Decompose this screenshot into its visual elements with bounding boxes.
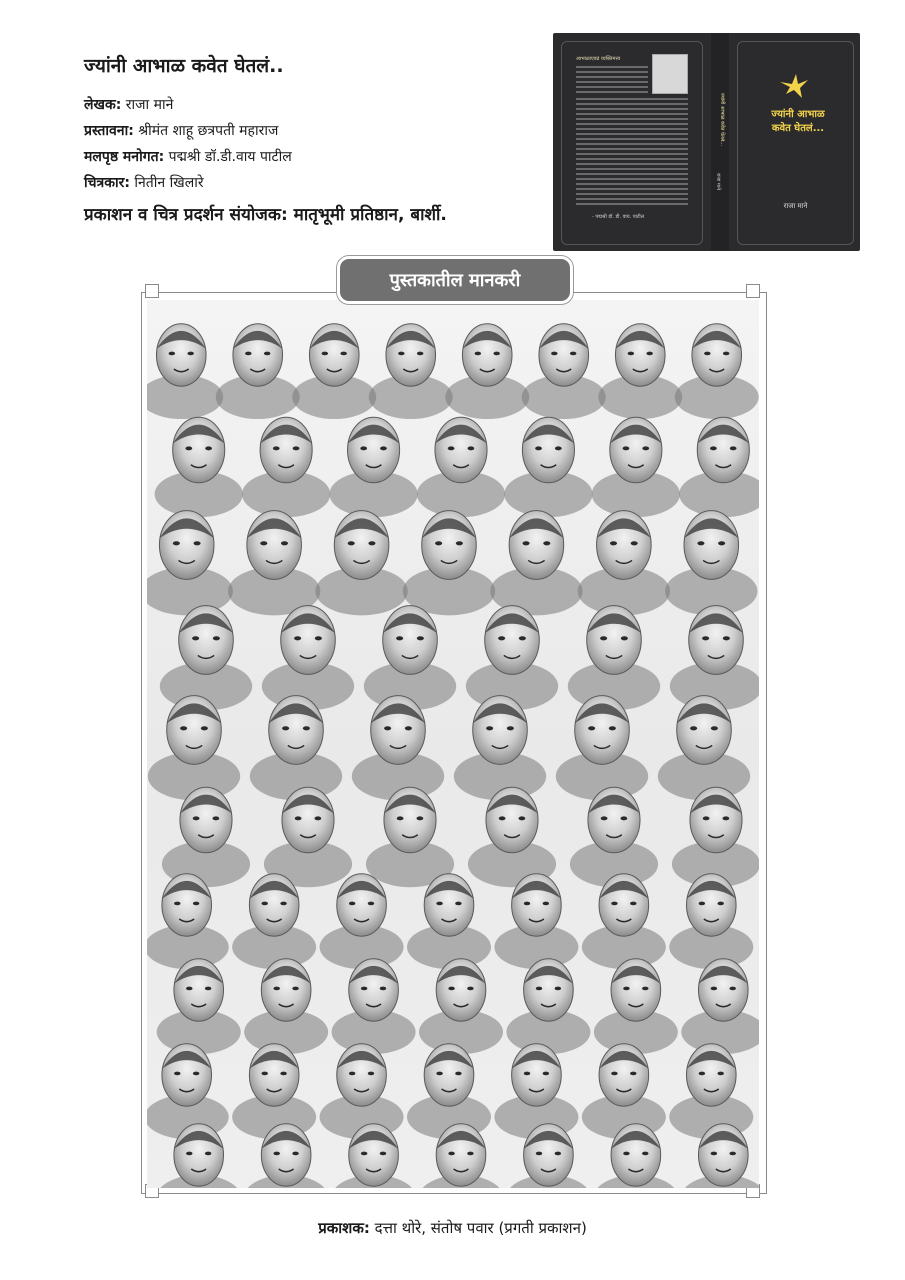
portrait-eye [642,1152,648,1156]
portrait-eye [340,352,346,356]
portrait-eye [303,726,310,730]
portrait-eye [245,352,251,356]
portrait-eye [467,1152,473,1156]
portrait-eye [468,446,475,450]
footer-value: दत्ता थोरे, संतोष पवार (प्रगती प्रकाशन) [374,1219,587,1237]
portrait-eye [174,1072,180,1076]
portrait-eye [349,1072,355,1076]
portrait-eye [718,541,725,545]
portrait-eye [213,636,220,640]
book-credits [84,52,554,225]
portrait-eye [555,446,562,450]
portrait-eye [519,816,526,820]
cover-back-panel [561,41,703,245]
portrait-eye [642,446,649,450]
book-cover-image [553,33,860,251]
section-title: पुस्तकातील मानकरी [337,256,573,304]
portrait-eye [180,726,187,730]
portrait-eye [368,902,374,906]
credit-value: राजा माने [125,97,174,113]
portrait-eye [507,726,514,730]
front-author: राजा माने [783,202,808,210]
portrait-eye [697,541,704,545]
portrait-eye [543,1072,549,1076]
portrait-eye [729,987,735,991]
portrait-eye [348,541,355,545]
credit-label: प्रस्तावना: [84,123,134,139]
portrait-eye [499,816,506,820]
portrait-eye [380,1152,386,1156]
portrait-eye [295,816,302,820]
portrait-eye [315,636,322,640]
credit-author [84,92,554,118]
portrait-eye [186,987,192,991]
portrait-eye [555,1152,561,1156]
portrait-eye [630,902,636,906]
portrait-eye [368,541,375,545]
credit-illustrator [84,170,554,196]
portrait-eye [600,636,607,640]
back-text-lines [576,66,648,96]
portrait-faces [147,324,759,1188]
portrait-eye [609,726,616,730]
credit-value: नितीन खिलारे [134,175,204,191]
portrait-eye [621,636,628,640]
portrait-eye [322,352,328,356]
back-heading: आभाळाएवढं व्यक्तिमत्त्व [576,56,621,62]
author-photo [652,54,688,94]
spine-author: राजा माने [715,173,721,190]
credit-label: चित्रकार: [84,175,130,191]
frame-corner [746,284,760,298]
portrait-eye [628,352,634,356]
credit-label: लेखक: [84,97,122,113]
portrait-eye [187,352,193,356]
portrait-eye [292,1152,298,1156]
portrait-eye [498,636,505,640]
portrait-eye [380,446,387,450]
portrait-eye [711,726,718,730]
portrait-eye [294,636,301,640]
portrait-eye [729,1152,735,1156]
portrait-eye [523,541,530,545]
portrait-eye [205,446,212,450]
portrait-eye [280,902,286,906]
portrait-eye [264,352,270,356]
portrait-eye [631,541,638,545]
front-title [748,108,848,136]
portrait-eye [493,352,499,356]
bird-icon [778,70,810,100]
portrait-eye [349,902,355,906]
credit-foreword [84,118,554,144]
portrait-eye [398,352,404,356]
portrait-eye [201,726,208,730]
portrait-eye [185,446,192,450]
portrait-eye [273,987,279,991]
portrait-eye [456,541,463,545]
back-footer: - पद्मश्री डॉ. डी. वाय. पाटील [592,214,645,220]
portrait-eye [467,987,473,991]
portrait-collage [147,300,759,1188]
portrait-eye [280,1072,286,1076]
portrait-eye [169,352,175,356]
portrait-eye [436,902,442,906]
portrait-eye [519,636,526,640]
credit-value: पद्मश्री डॉ.डी.वाय पाटील [168,149,292,165]
portrait-eye [524,902,530,906]
portrait-eye [194,541,201,545]
portrait-eye [610,541,617,545]
portrait-eye [723,816,730,820]
portrait-eye [417,352,423,356]
book-title: ज्यांनी आभाळ कवेत घेतलं.. [84,55,284,77]
portrait-eye [535,446,542,450]
portrait-eye [711,1152,717,1156]
cover-front-panel [737,41,854,245]
portrait-eye [455,1072,461,1076]
portrait-eye [475,352,481,356]
portrait-eye [380,987,386,991]
portrait-eye [717,902,723,906]
portrait-eye [623,1152,629,1156]
portrait-eye [551,352,557,356]
portrait-eye [730,446,737,450]
back-text-lines [576,98,688,208]
portrait-eye [361,1152,367,1156]
portrait-eye [205,1152,211,1156]
portrait-eye [213,816,220,820]
portrait-eye [417,636,424,640]
credit-value: श्रीमंत शाहू छत्रपती महाराज [138,123,279,139]
portrait-eye [174,902,180,906]
portrait-eye [397,816,404,820]
portrait-eye [623,987,629,991]
portrait-eye [601,816,608,820]
portrait-eye [543,541,550,545]
portrait-eye [699,1072,705,1076]
portrait-eye [642,987,648,991]
portrait-eye [436,1072,442,1076]
portrait-eye [293,446,300,450]
portrait-eye [292,987,298,991]
portrait-eye [543,902,549,906]
portrait-eye [173,541,180,545]
portrait-eye [646,352,652,356]
portrait-eye [193,1072,199,1076]
credit-label: मलपृष्ठ मनोगत: [84,149,165,165]
portrait-eye [368,1072,374,1076]
portrait-eye [524,1072,530,1076]
portrait-eye [448,987,454,991]
portrait-eye [711,987,717,991]
portrait-eye [703,816,710,820]
front-title-line: कवेत घेतलं... [771,123,825,134]
portrait-eye [611,902,617,906]
portrait-eye [717,1072,723,1076]
portrait-eye [555,987,561,991]
portrait-eye [261,1072,267,1076]
portrait-eye [448,446,455,450]
portrait-eye [723,352,729,356]
footer-label: प्रकाशक: [318,1219,370,1237]
cover-spine [711,33,729,251]
publisher-organizer: प्रकाशन व चित्र प्रदर्शन संयोजक: मातृभूमी प्रतिष्ठान, बार्शी. [84,205,447,225]
portrait-eye [186,1152,192,1156]
portrait-eye [723,636,730,640]
portrait-eye [361,987,367,991]
portrait-eye [193,902,199,906]
portrait-eye [623,446,630,450]
portrait-eye [360,446,367,450]
credit-back-cover [84,144,554,170]
front-title-line: ज्यांनी आभाळ [771,109,825,120]
footer-publisher [0,1218,905,1238]
portrait-eye [710,446,717,450]
portrait-eye [611,1072,617,1076]
portrait-eye [282,726,289,730]
portrait-eye [261,902,267,906]
portrait-eye [486,726,493,730]
portrait-eye [273,446,280,450]
spine-title: ज्यांनी आभाळ कवेत घेतलं... [719,93,725,147]
portrait-eye [536,987,542,991]
portrait-eye [588,726,595,730]
portrait-eye [315,816,322,820]
portrait-eye [281,541,288,545]
portrait-eye [260,541,267,545]
portrait-eye [630,1072,636,1076]
portrait-eye [205,987,211,991]
portrait-eye [396,636,403,640]
portrait-eye [702,636,709,640]
portrait-eye [435,541,442,545]
frame-corner [145,284,159,298]
portrait-eye [417,816,424,820]
portrait-eye [699,902,705,906]
portrait-eye [405,726,412,730]
portrait-eye [448,1152,454,1156]
portrait-eye [273,1152,279,1156]
portrait-eye [455,902,461,906]
portrait-eye [621,816,628,820]
portrait-eye [192,636,199,640]
portrait-eye [384,726,391,730]
portrait-mural [147,300,759,1188]
portrait-eye [704,352,710,356]
portrait-eye [193,816,200,820]
portrait-eye [570,352,576,356]
portrait-eye [536,1152,542,1156]
portrait-eye [690,726,697,730]
